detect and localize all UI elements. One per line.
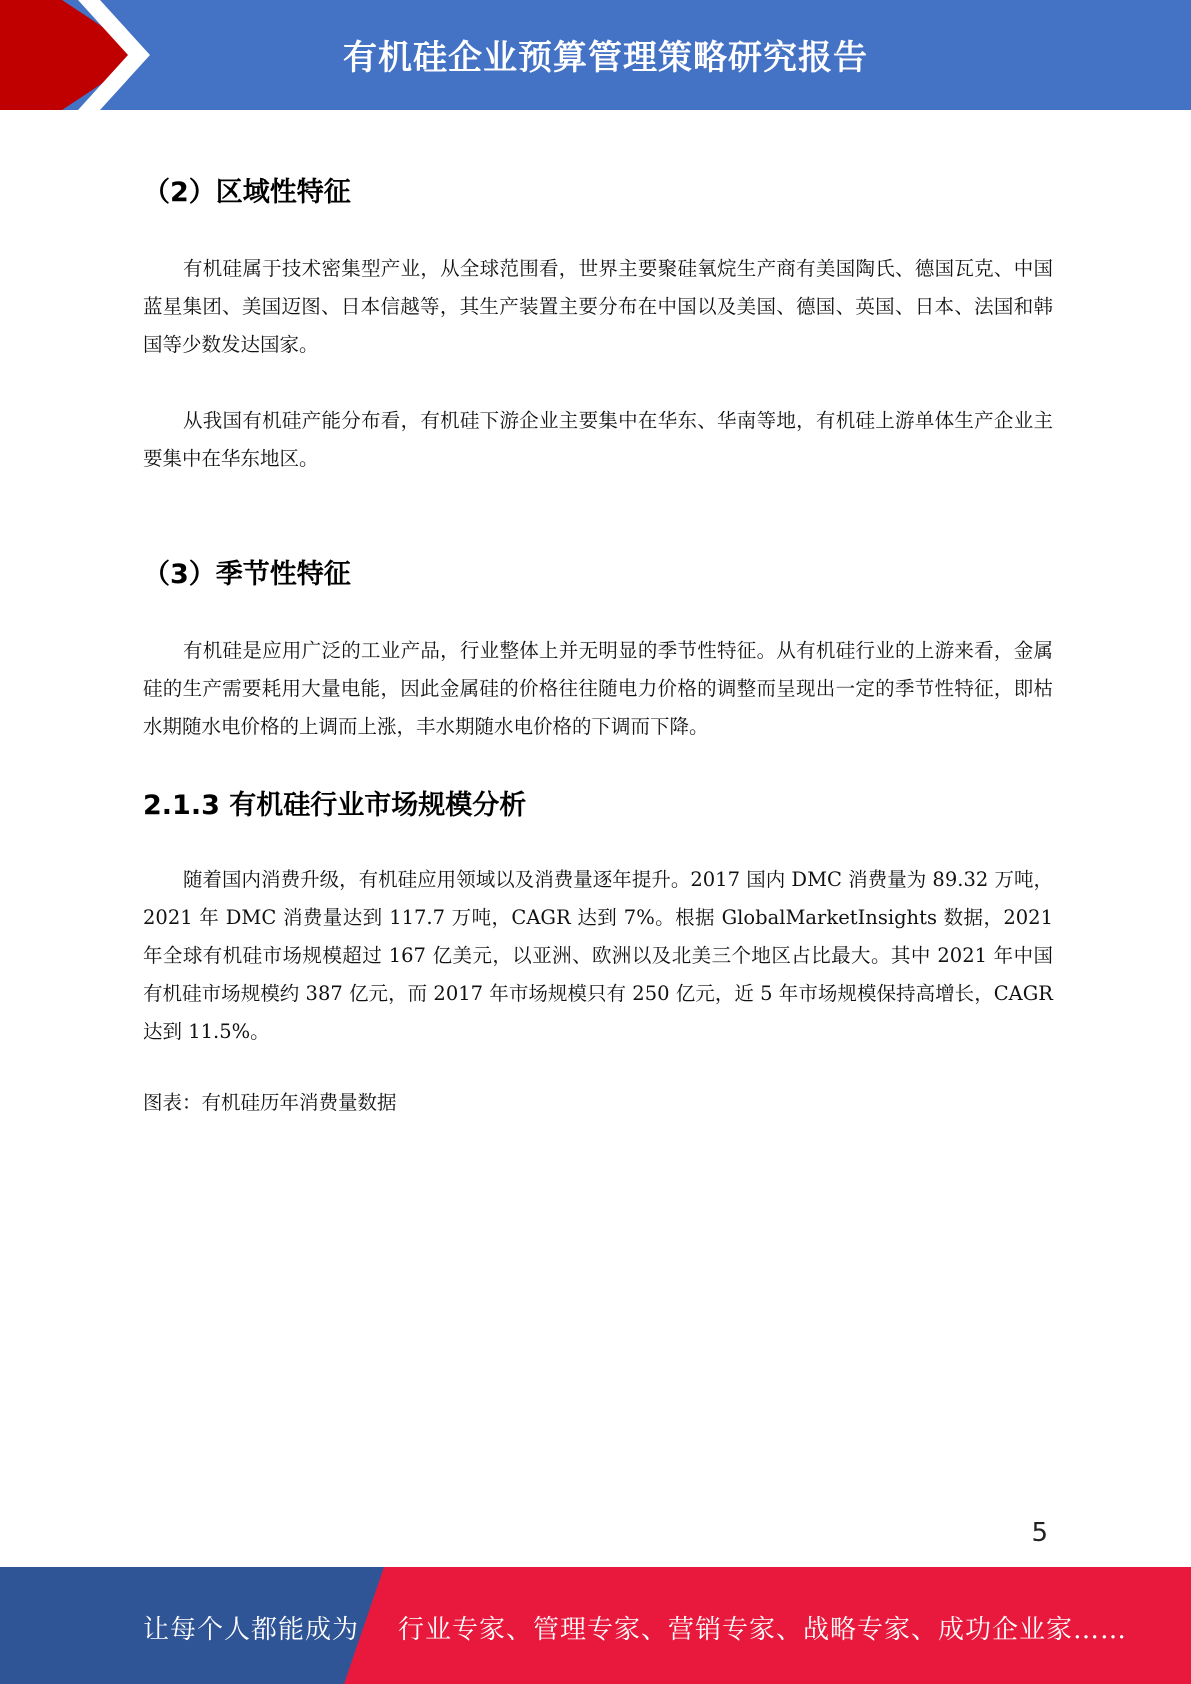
figure-caption: 图表：有机硅历年消费量数据 xyxy=(143,1091,397,1114)
paragraph-seasonal-1: 有机硅是应用广泛的工业产品，行业整体上并无明显的季节性特征。从有机硅行业的上游来看，金属硅的生产需要耗用大量电能，因此金属硅的价格往往随电力价格的调整而呈现出一定的季节性特征，即枯水期随水电价格的上调而上涨，丰水期随水电价格的下调而下降。 xyxy=(143,639,1053,738)
paragraph-market-size-1: 随着国内消费升级，有机硅应用领域以及消费量逐年提升。2017 国内 DMC 消费量为 89.32 万吨，2021 年 DMC 消费量达到 117.7 万吨，CAGR 达到 7%。根据 GlobalMarketInsights 数据，2021 年全球有机硅市场规模超过 167 亿美元，以亚洲、欧洲以及北美三个地区占比最大。其中 2021 年中国有机硅市场规模约 387 亿元，而 2017 年市场规模只有 250 亿元，近 5 年市场规模保持高增长，CAGR 达到 11.5%。 xyxy=(143,868,1053,1043)
header-title: 有机硅企业预算管理策略研究报告 xyxy=(343,38,868,78)
footer-slogan-left: 让每个人都能成为 xyxy=(143,1615,360,1645)
page-footer xyxy=(0,1567,1191,1684)
footer-slogan-right: 行业专家、管理专家、营销专家、战略专家、成功企业家…… xyxy=(398,1615,1128,1645)
page-number: 5 xyxy=(1031,1518,1048,1548)
section-heading-market-size: 2.1.3 有机硅行业市场规模分析 xyxy=(143,790,527,821)
section-heading-seasonal: （3）季节性特征 xyxy=(143,559,351,590)
paragraph-regional-1: 有机硅属于技术密集型产业，从全球范围看，世界主要聚硅氧烷生产商有美国陶氏、德国瓦克、中国蓝星集团、美国迈图、日本信越等，其生产装置主要分布在中国以及美国、德国、英国、日本、法国和韩国等少数发达国家。 xyxy=(143,257,1053,356)
page-header xyxy=(0,0,1191,110)
section-heading-regional: （2）区域性特征 xyxy=(143,177,351,208)
paragraph-regional-2: 从我国有机硅产能分布看，有机硅下游企业主要集中在华东、华南等地，有机硅上游单体生产企业主要集中在华东地区。 xyxy=(143,409,1053,470)
